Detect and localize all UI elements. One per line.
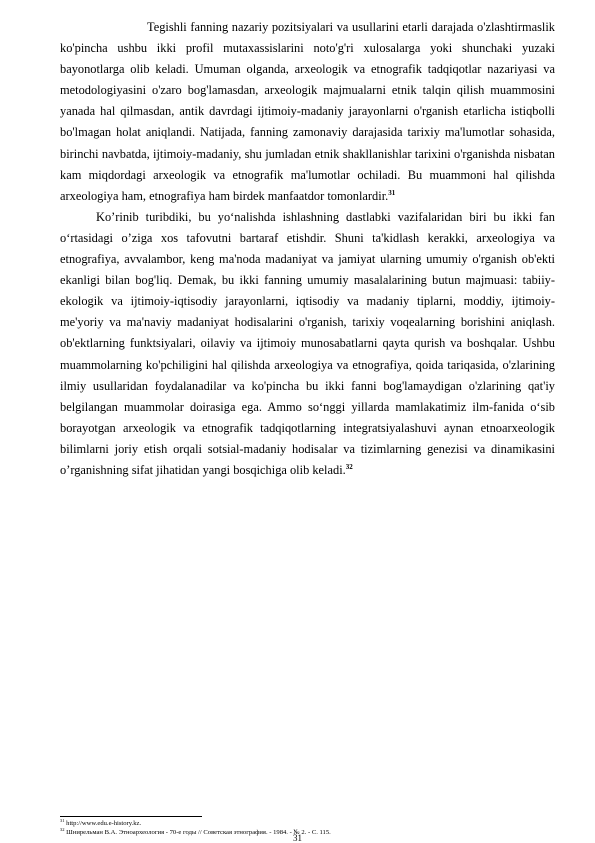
- footnote-text: http://www.edu.e-history.kz.: [64, 820, 142, 827]
- paragraph-2: [60, 207, 555, 481]
- footnote-divider: [60, 816, 202, 817]
- footnote-ref-31: 31: [388, 188, 396, 197]
- footnote-number: 31: [60, 817, 65, 823]
- paragraph-1: [60, 17, 555, 207]
- footnote-number: 32: [60, 826, 65, 832]
- paragraph-2-text: Ko’rinib turibdiki, bu yo‘nalishda ishlashning dastlabki vazifalaridan biri bu ikki fan o‘rtasidagi o’ziga xos tafovutni bartaraf etishdir. Shuni ta'kidlash kerakki, arxeologiya va etnografiya, avvalambor, keng ma'noda madaniyat va jamiyat ularning umumiy o'rganish ob'ekti ekanligi bilan bog'liq. Demak, bu ikki fanning umumiy masalalarining butun majmuasi: tabiiy-ekologik va ijtimoiy-iqtisodiy jarayonlarni, iqtisodiy va madaniy tiplarni, moddiy, ijtimoiy-me'yoriy va ma'naviy madaniyat hodisalarini o'rganish, tarixiy voqealarning borishini aniqlash. ob'ektlarning funktsiyalari, oilaviy va ijtimoiy munosabatlarni qayta qurish va boshqalar. Ushbu muammolarning ko'pchiligini hal qilishda arxeologiya va etnografiya, qoida tariqasida, o'zlarining ilmiy usullaridan foydalanadilar va ko'pincha bu ikki fanni bog'lamaydigan o'zlarining qat'iy belgilangan muammolar doirasiga ega. Ammo so‘nggi yillarda mamlakatimiz ilm-fanida o‘sib borayotgan arxeologik va etnografik tadqiqotlarning integratsiyalashuvi aynan etnoarxeologik bilimlarni joriy etish orqali sotsial-madaniy hodisalar va tizimlarning genezisi va dinamikasini o’rganishning sifat jihatidan yangi bosqichiga olib keladi.: [60, 209, 555, 477]
- body-text: [60, 17, 555, 481]
- page-number: 31: [293, 833, 302, 843]
- footnote-text: Шнирельман В.А. Этноархеология - 70-е годы // Советская этнография. - 1984. - № 2. - С. 115.: [64, 828, 331, 836]
- footnote-ref-32: 32: [345, 462, 353, 471]
- paragraph-1-text: Tegishli fanning nazariy pozitsiyalari va usullarini etarli darajada o'zlashtirmaslik ko'pincha ushbu ikki profil mutaxassislarini noto'g'ri xulosalarga yoki shunchaki yuzaki bayonotlarga olib keladi. Umuman olganda, arxeologik va etnografik tadqiqotlar nazariyasi va metodologiyasini o'zaro bog'lamasdan, arxeologik majmualarni etnik talqin qilish muammosini yanada hal qilmasdan, antik davrdagi ijtimoiy-madaniy jarayonlarni o'rganish etarlicha istiqbolli bo'lmagan holat aniqlandi. Natijada, fanning zamonaviy darajasida tarixiy ma'lumotlar sohasida, birinchi navbatda, ijtimoiy-madaniy, shu jumladan etnik shakllanishlar tarixini o'rganishda nisbatan kam miqdordagi arxeologik va etnografik ma'lumotlar ochiladi. Bu muammoni hal qilishda arxeologiya ham, etnografiya ham birdek manfaatdor tomonlardir.: [60, 20, 555, 203]
